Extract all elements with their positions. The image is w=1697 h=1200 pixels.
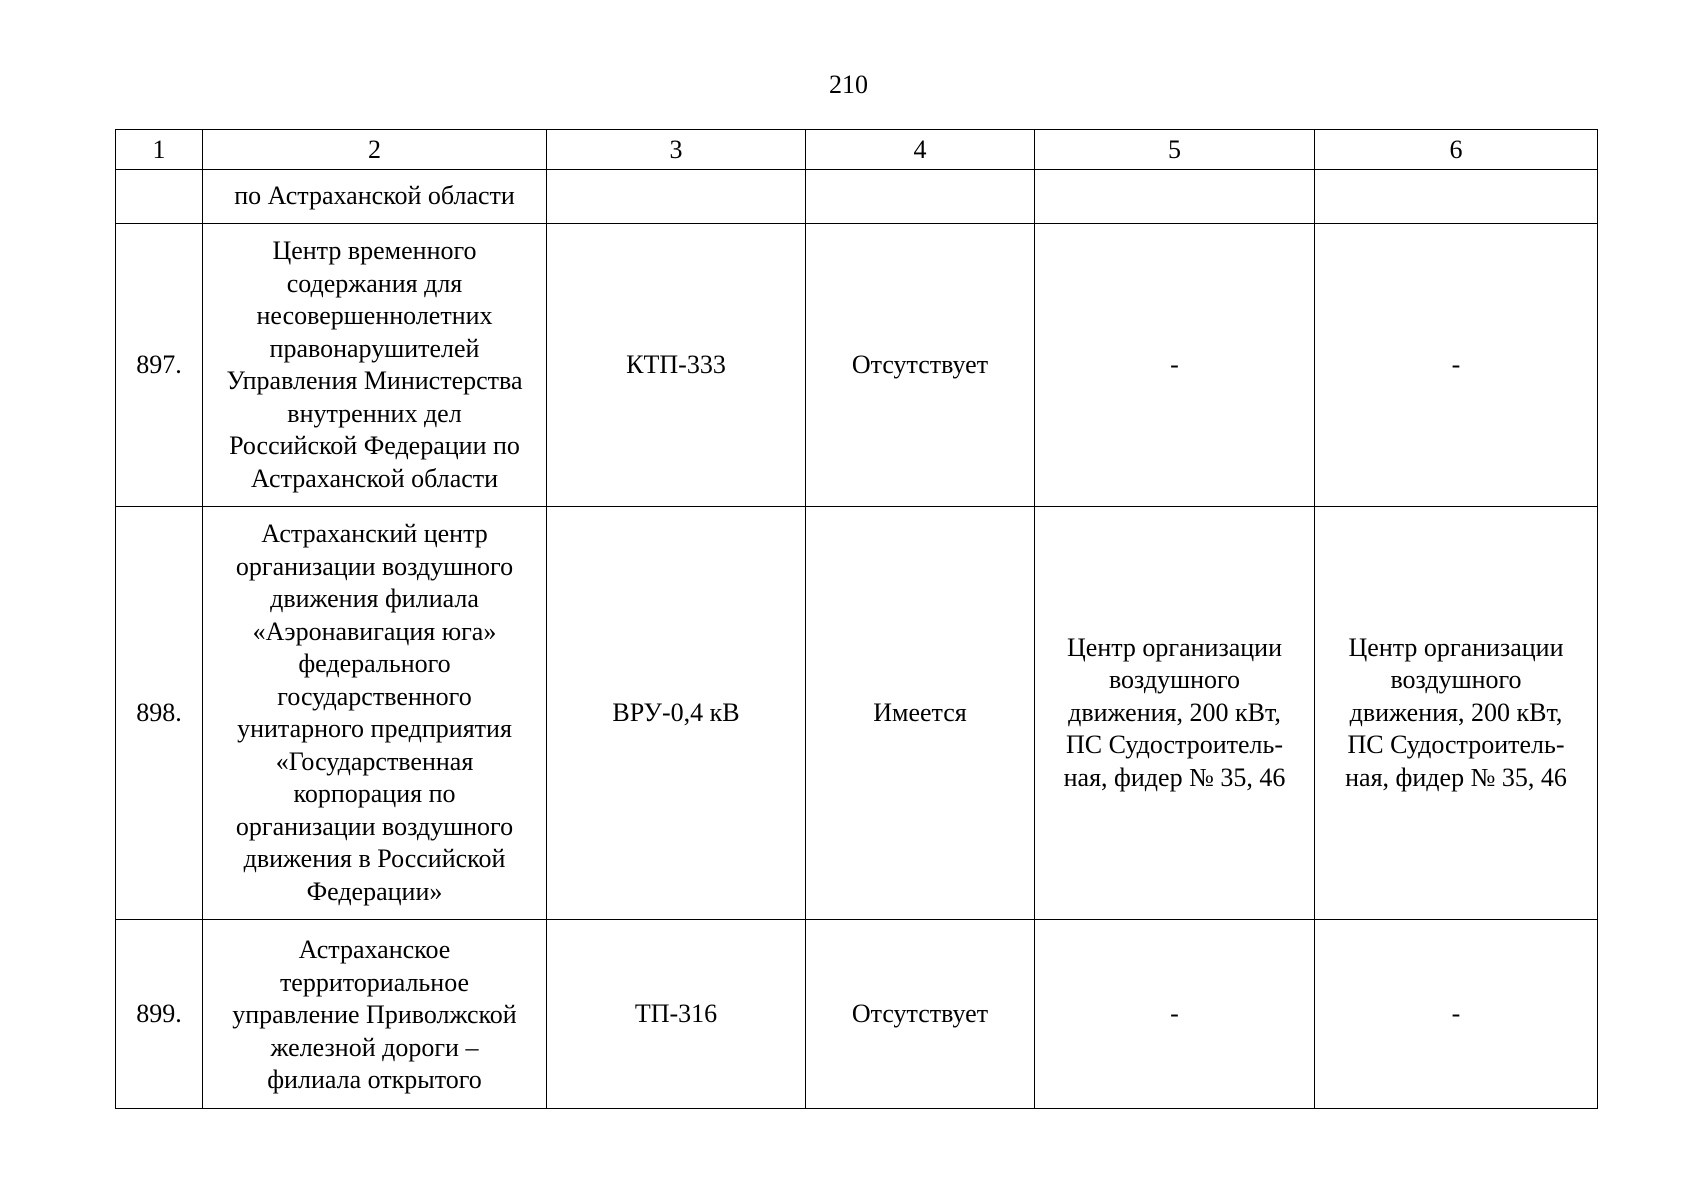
table-row	[116, 224, 1598, 507]
column-5-cell	[1035, 507, 1315, 920]
column-5-line: движения, 200 кВт,	[1068, 697, 1281, 727]
object-name-line: Федерации»	[306, 876, 443, 906]
object-name-line: территориальное	[279, 967, 470, 997]
object-name-line: Астраханское	[298, 935, 451, 964]
column-6-cell	[1315, 920, 1598, 1109]
object-name-line: Российской Федерации по	[229, 431, 520, 460]
object-name	[203, 920, 547, 1109]
object-name-line: движения в Российской	[243, 844, 506, 873]
object-name-line: несовершеннолетних	[256, 301, 493, 330]
column-6-cell	[1315, 170, 1598, 224]
object-name-line: «Аэронавигация юга»	[252, 616, 497, 646]
row-number: 899.	[116, 920, 203, 1109]
column-6-line: ная, фидер № 35, 46	[1345, 762, 1567, 792]
column-5-line: ПС Судостроитель-	[1065, 730, 1284, 760]
availability-cell	[806, 170, 1035, 224]
column-6-cell	[1315, 507, 1598, 920]
row-number: 897.	[116, 224, 203, 507]
object-name-line: государственного	[277, 681, 472, 711]
object-name-line: унитарного предприятия	[237, 714, 512, 743]
column-6-line: ПС Судостроитель-	[1347, 730, 1565, 760]
page-number: 210	[829, 70, 868, 99]
column-5-line: Центр организации	[1067, 632, 1282, 662]
row-number: 898.	[116, 507, 203, 920]
object-name-line: федерального	[298, 649, 451, 678]
object-name-line: организации воздушного	[235, 811, 514, 841]
object-name-line: содержания для	[286, 268, 463, 298]
object-name-line: внутренних дел	[287, 398, 462, 428]
object-name-line: организации воздушного	[235, 551, 514, 581]
column-5-cell	[1035, 920, 1315, 1109]
column-5-line: ная, фидер № 35, 46	[1063, 762, 1286, 792]
object-name-line: Астраханский центр	[261, 519, 488, 548]
column-header-6: 6	[1315, 130, 1598, 170]
column-5-line: -	[1170, 998, 1179, 1028]
table-row	[116, 920, 1598, 1109]
object-name-line: филиала открытого	[267, 1065, 482, 1094]
table-row	[116, 507, 1598, 920]
object-name-line: «Государственная	[275, 746, 474, 776]
column-header-3: 3	[547, 130, 806, 170]
availability-cell: Отсутствует	[806, 224, 1035, 507]
column-header-2: 2	[203, 130, 547, 170]
substation-cell: ВРУ-0,4 кВ	[547, 507, 806, 920]
object-name-line: Управления Министерства	[226, 366, 523, 395]
object-name	[203, 170, 547, 224]
column-6-line: движения, 200 кВт,	[1349, 697, 1563, 727]
object-name-line: Центр временного	[272, 236, 477, 265]
object-name-line: управление Приволжской	[232, 1000, 517, 1029]
object-name	[203, 507, 547, 920]
column-header-5: 5	[1035, 130, 1315, 170]
column-5-line: воздушного	[1108, 665, 1241, 695]
column-header-4: 4	[806, 130, 1035, 170]
column-header-1: 1	[116, 130, 203, 170]
object-name	[203, 224, 547, 507]
column-6-line: воздушного	[1390, 665, 1522, 695]
row-number	[116, 170, 203, 224]
object-name-line: правонарушителей	[269, 333, 480, 363]
column-5-cell	[1035, 170, 1315, 224]
column-6-line: -	[1451, 998, 1461, 1028]
table-row-continuation	[116, 170, 1598, 224]
column-6-line: -	[1451, 349, 1461, 379]
column-5-cell	[1035, 224, 1315, 507]
availability-cell: Отсутствует	[806, 920, 1035, 1109]
column-6-cell	[1315, 224, 1598, 507]
column-6-line: Центр организации	[1348, 632, 1564, 662]
availability-cell: Имеется	[806, 507, 1035, 920]
column-number-header-row	[116, 130, 1598, 170]
object-name-line: корпорация по	[293, 779, 456, 808]
substation-cell	[547, 170, 806, 224]
substation-cell: КТП-333	[547, 224, 806, 507]
object-name-line: железной дороги –	[270, 1032, 479, 1062]
object-name-line: движения филиала	[270, 584, 479, 613]
column-5-line: -	[1170, 349, 1179, 379]
substation-cell: ТП-316	[547, 920, 806, 1109]
object-name-line: Астраханской области	[250, 463, 499, 493]
object-name-line: по Астраханской области	[234, 181, 515, 211]
data-table	[115, 129, 1598, 1109]
